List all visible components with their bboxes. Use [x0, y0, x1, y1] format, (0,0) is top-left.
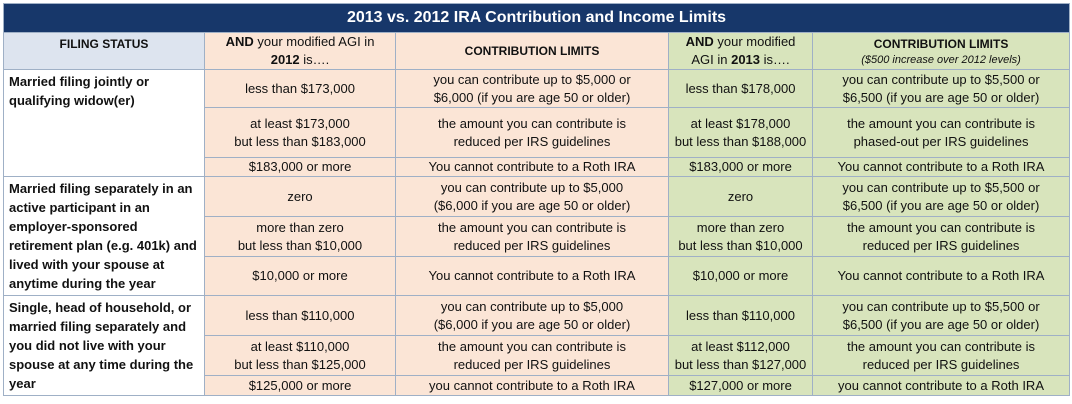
limit-2012-cell [396, 177, 669, 217]
limit-2013-cell [813, 376, 1070, 396]
cell-line: $6,500 (if you are age 50 or older) [842, 316, 1040, 332]
cell-line: the amount you can contribute is [847, 219, 1035, 235]
limit-2013-cell [813, 70, 1070, 108]
agi-2012-cell [205, 217, 396, 257]
agi-2013-cell [669, 70, 813, 108]
agi-2012-cell [205, 108, 396, 158]
agi-2012-cell [205, 336, 396, 376]
cell-line: at least $173,000 [250, 115, 350, 131]
cell-line: reduced per IRS guidelines [453, 133, 611, 149]
cell-line: You cannot contribute to a Roth IRA [837, 159, 1045, 174]
header-contribution-2013-note: ($500 increase over 2012 levels) [861, 54, 1021, 66]
header-agi-2013-tail: is…. [760, 52, 790, 67]
header-agi-2012-and: AND [225, 34, 254, 49]
cell-line: you can contribute up to $5,000 or [433, 71, 631, 87]
table-row [4, 177, 1070, 217]
limit-2012-cell [396, 217, 669, 257]
cell-line: less than $173,000 [245, 80, 355, 96]
cell-line: the amount you can contribute is [438, 219, 626, 235]
ira-limits-table [3, 3, 1070, 396]
agi-2012-cell [205, 158, 396, 177]
cell-line: zero [727, 188, 754, 204]
cell-line: $10,000 or more [252, 268, 348, 284]
cell-line: reduced per IRS guidelines [862, 237, 1020, 253]
cell-line: You cannot contribute to a Roth IRA [837, 268, 1045, 284]
agi-2013-cell [669, 158, 813, 177]
filing-status-cell: Married filing separately in an active participant in an employer-sponsored retirement plan (e.g. 401k) and lived with your spouse at anytime during the year [4, 177, 205, 296]
limit-2013-cell [813, 296, 1070, 336]
agi-2013-cell [669, 108, 813, 158]
limit-2012-cell [396, 336, 669, 376]
cell-line: but less than $188,000 [674, 133, 807, 149]
header-row [4, 33, 1070, 70]
limit-2012-cell [396, 70, 669, 108]
header-agi-2013-mid: AGI in [691, 52, 732, 67]
limit-2013-cell [813, 108, 1070, 158]
cell-line: less than $110,000 [686, 307, 795, 323]
agi-2012-cell [205, 177, 396, 217]
cell-line: but less than $10,000 [678, 237, 803, 253]
cell-line: zero [287, 188, 313, 204]
agi-2013-cell [669, 296, 813, 336]
header-agi-2012-year: 2012 [270, 52, 300, 67]
table-row [4, 70, 1070, 108]
cell-line: ($6,000 if you are age 50 or older) [433, 197, 631, 213]
header-agi-2013-text: your modified [713, 34, 796, 49]
cell-line: $125,000 or more [248, 377, 352, 393]
agi-2013-cell [669, 217, 813, 257]
cell-line: $127,000 or more [689, 377, 792, 393]
cell-line: you can contribute up to $5,500 or [842, 71, 1040, 87]
agi-2012-cell [205, 296, 396, 336]
limit-2013-cell [813, 336, 1070, 376]
header-contribution-2013 [813, 33, 1070, 70]
limit-2012-cell [396, 158, 669, 177]
cell-line: but less than $127,000 [674, 356, 807, 372]
agi-2012-cell [205, 70, 396, 108]
header-contribution-2013-label: CONTRIBUTION LIMITS [873, 37, 1009, 51]
cell-line: at least $112,000 [691, 338, 790, 354]
cell-line: more than zero [696, 219, 785, 235]
limit-2013-cell [813, 177, 1070, 217]
cell-line: at least $178,000 [690, 115, 791, 131]
limit-2012-cell [396, 376, 669, 396]
cell-line: the amount you can contribute is [847, 115, 1035, 131]
cell-line: you can contribute up to $5,500 or [842, 179, 1040, 195]
cell-line: more than zero [256, 219, 344, 235]
header-filing-status: FILING STATUS [4, 33, 205, 70]
cell-line: reduced per IRS guidelines [453, 356, 611, 372]
cell-line: the amount you can contribute is [438, 115, 626, 131]
cell-line: reduced per IRS guidelines [453, 237, 611, 253]
cell-line: but less than $125,000 [234, 356, 366, 372]
cell-line: the amount you can contribute is [438, 338, 626, 354]
filing-status-cell: Married filing jointly or qualifying widow(er) [4, 70, 205, 177]
agi-2012-cell [205, 257, 396, 296]
cell-line: you can contribute up to $5,000 [440, 298, 624, 314]
cell-line: you can contribute up to $5,500 or [842, 298, 1040, 314]
agi-2013-cell [669, 257, 813, 296]
cell-line: less than $110,000 [245, 307, 355, 323]
limit-2012-cell [396, 108, 669, 158]
filing-status-cell: Single, head of household, or married filing separately and you did not live with your spouse at any time during the year [4, 296, 205, 396]
cell-line: the amount you can contribute is [847, 338, 1035, 354]
cell-line: less than $178,000 [685, 80, 796, 96]
header-agi-2013 [669, 33, 813, 70]
agi-2013-cell [669, 376, 813, 396]
cell-line: reduced per IRS guidelines [862, 356, 1020, 372]
cell-line: $183,000 or more [248, 159, 352, 174]
cell-line: $6,500 (if you are age 50 or older) [842, 197, 1040, 213]
header-agi-2013-year: 2013 [731, 52, 761, 67]
header-agi-2012-tail: is…. [299, 52, 330, 67]
cell-line: you cannot contribute to a Roth IRA [429, 377, 635, 393]
limit-2013-cell [813, 158, 1070, 177]
header-agi-2012 [205, 33, 396, 70]
cell-line: You cannot contribute to a Roth IRA [428, 159, 636, 174]
header-agi-2012-text: your modified AGI in [253, 34, 375, 49]
cell-line: ($6,000 if you are age 50 or older) [433, 316, 631, 332]
cell-line: $6,500 (if you are age 50 or older) [842, 89, 1040, 105]
cell-line: but less than $183,000 [234, 133, 366, 149]
table-row [4, 296, 1070, 336]
ira-limits-table-wrapper [3, 3, 1069, 401]
limit-2012-cell [396, 296, 669, 336]
cell-line: but less than $10,000 [237, 237, 363, 253]
header-contribution-2012: CONTRIBUTION LIMITS [396, 33, 669, 70]
agi-2013-cell [669, 177, 813, 217]
limit-2012-cell [396, 257, 669, 296]
cell-line: phased-out per IRS guidelines [853, 133, 1029, 149]
limit-2013-cell [813, 217, 1070, 257]
cell-line: $6,000 (if you are age 50 or older) [433, 89, 631, 105]
agi-2012-cell [205, 376, 396, 396]
limit-2013-cell [813, 257, 1070, 296]
cell-line: $183,000 or more [689, 159, 792, 174]
header-agi-2013-and: AND [685, 34, 714, 49]
cell-line: $10,000 or more [692, 268, 789, 284]
cell-line: You cannot contribute to a Roth IRA [428, 268, 636, 284]
table-title: 2013 vs. 2012 IRA Contribution and Income Limits [4, 4, 1070, 33]
table-body [4, 70, 1070, 396]
agi-2013-cell [669, 336, 813, 376]
cell-line: you cannot contribute to a Roth IRA [838, 377, 1044, 393]
cell-line: at least $110,000 [250, 338, 350, 354]
cell-line: you can contribute up to $5,000 [440, 179, 624, 195]
